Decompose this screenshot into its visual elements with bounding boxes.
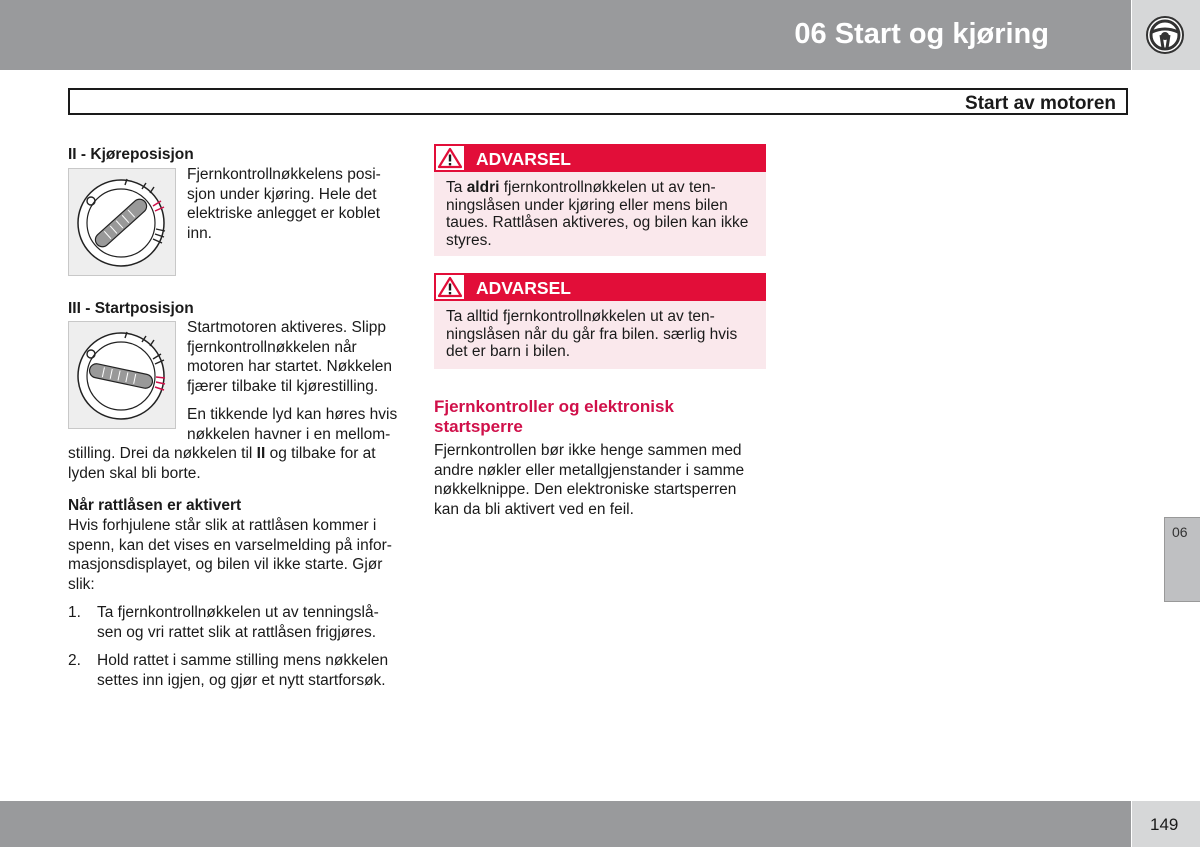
ignition-position-3-image [68, 321, 176, 429]
position-3-text-3-bold: II [256, 445, 266, 462]
section-title-bar [68, 88, 1128, 115]
warning-text-c: fjernkontrollnøkkelen ut av ten- ningslåsen under kjøring eller mens bilen taues. Rattlåsen aktiveres, og bilen kan ikke styres. [446, 179, 749, 249]
steering-lock-heading: Når rattlåsen er aktivert [68, 497, 242, 514]
warning-box [434, 144, 766, 256]
warning-triangle-icon [436, 275, 464, 299]
position-3-text-2: En tikkende lyd kan høres hvis nøkkelen havner i en mellom- [187, 406, 398, 443]
chapter-side-tab-label: 06 [1172, 524, 1188, 540]
warning-label: ADVARSEL [476, 149, 571, 169]
steering-lock-text: Hvis forhjulene står slik at rattlåsen kommer i spenn, kan det vises en varselmelding på infor- masjonsdisplayet, og bilen vil ikke starte. Gjør slik: [68, 517, 392, 593]
list-item-text: Ta fjernkontrollnøkkelen ut av tenningslå- sen og vri rattet slik at rattlåsen frigjøres. [97, 604, 379, 641]
position-3-heading: III - Startposisjon [68, 300, 194, 317]
section-title: Start av motoren [965, 93, 1116, 114]
list-item-number: 1. [68, 604, 81, 621]
position-2-heading: II - Kjøreposisjon [68, 146, 194, 163]
position-3-text-3 [68, 444, 408, 483]
warning-text [434, 172, 766, 249]
warning-header [434, 144, 766, 172]
steering-wheel-icon [1145, 15, 1185, 55]
warning-label: ADVARSEL [476, 278, 571, 298]
remote-control-text: Fjernkontrollen bør ikke henge sammen med andre nøkler eller metallgjenstander i samme nøkkelknippe. Den elektroniske startsperren kan da bli aktivert ved en feil. [434, 442, 745, 518]
warning-header [434, 273, 766, 301]
chapter-header-bar [0, 0, 1131, 70]
position-3-text: Startmotoren aktiveres. Slipp fjernkontrollnøkkelen når motoren har startet. Nøkkelen fjærer tilbake til kjørestilling. [187, 319, 393, 395]
warning-triangle-icon [436, 146, 464, 170]
page-number-box [1132, 801, 1200, 847]
page-number: 149 [1150, 815, 1179, 834]
warning-text-a: Ta [446, 179, 467, 196]
list-item-text: Hold rattet i samme stilling mens nøkkelen settes inn igjen, og gjør et nytt startforsøk. [97, 652, 389, 689]
position-3-text-3-c: og tilbake for at lyden skal bli borte. [68, 445, 376, 482]
warning-box [434, 273, 766, 369]
warning-text-bold: aldri [466, 179, 500, 196]
chapter-title: 06 Start og kjøring [794, 18, 1049, 50]
position-3-text-3-a: stilling. Drei da nøkkelen til [68, 445, 257, 462]
chapter-side-tab[interactable] [1164, 517, 1200, 602]
warning-text: Ta alltid fjernkontrollnøkkelen ut av ten- ningslåsen når du går fra bilen. særlig hvis det er barn i bilen. [446, 308, 738, 360]
ignition-position-2-image [68, 168, 176, 276]
chapter-icon-box [1132, 0, 1200, 70]
position-2-text: Fjernkontrollnøkkelens posi- sjon under kjøring. Hele det elektriske anlegget er koblet inn. [187, 166, 381, 242]
footer-bar [0, 801, 1131, 847]
remote-control-heading: Fjernkontroller og elektronisk startsperre [434, 397, 674, 436]
list-item-number: 2. [68, 652, 81, 669]
